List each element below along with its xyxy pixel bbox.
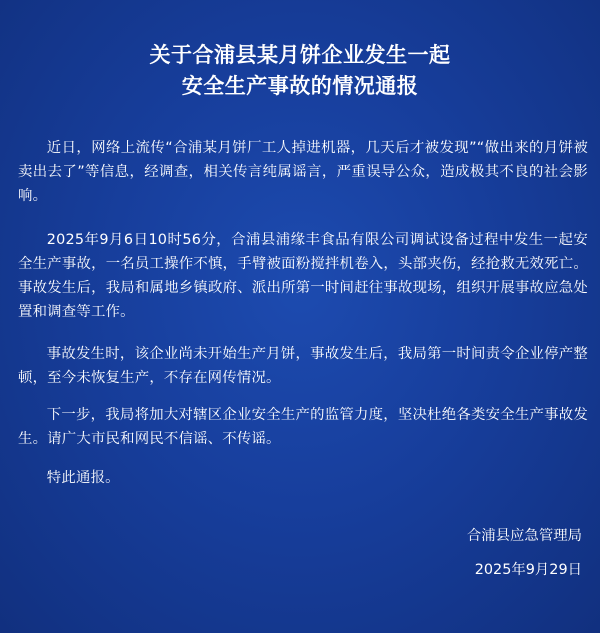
paragraph-closing: 特此通报。 — [46, 470, 120, 486]
notice-title-line-1: 关于合浦县某月饼企业发生一起 — [149, 43, 451, 67]
paragraph-rumor: 近日，网络上流传“合浦某月饼厂工人掉进机器，几天后才被发现”“做出来的月饼被卖出去了”等信息，经调查，相关传言纯属谣言，严重误导公众，造成极其不良的社会影响。 — [18, 140, 588, 204]
paragraph-next-steps: 下一步，我局将加大对辖区企业安全生产的监管力度，坚决杜绝各类安全生产事故发生。请广大市民和网民不信谣、不传谣。 — [18, 407, 588, 447]
paragraph-incident: 2025年9月6日10时56分，合浦县浦缘丰食品有限公司调试设备过程中发生一起安全生产事故，一名员工操作不慎，手臂被面粉搅拌机卷入，头部夹伤，经抢救无效死亡。事故发生后，我局和属地乡镇政府、派出所第一时间赶往事故现场，组织开展事故应急处置和调查等工作。 — [18, 232, 588, 320]
issue-date: 2025年9月29日 — [474, 562, 582, 578]
issuer-name: 合浦县应急管理局 — [466, 528, 582, 544]
paragraph-production-status: 事故发生时，该企业尚未开始生产月饼，事故发生后，我局第一时间责令企业停产整顿，至今未恢复生产，不存在网传情况。 — [18, 346, 588, 386]
notice-title-line-2: 安全生产事故的情况通报 — [181, 74, 419, 98]
